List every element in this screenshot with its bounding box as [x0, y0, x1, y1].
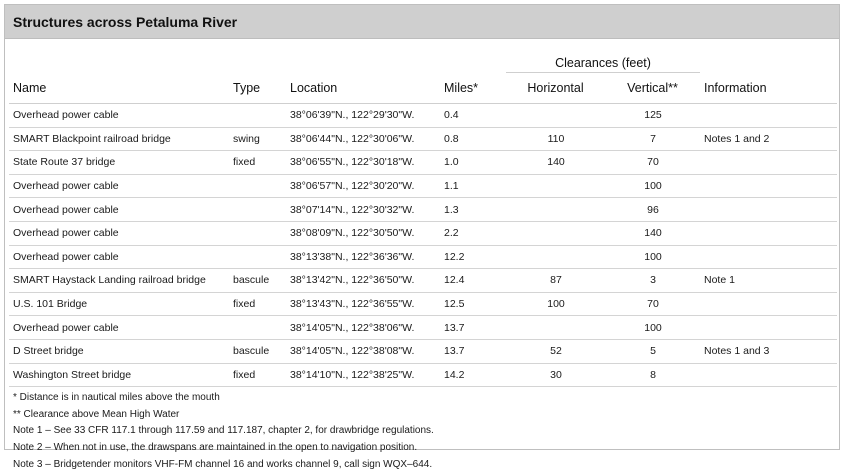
cell-vertical: 100	[606, 316, 700, 340]
cell-location: 38°14'05"N., 122°38'06"W.	[286, 316, 440, 340]
cell-miles: 1.0	[440, 151, 506, 175]
cell-horizontal	[506, 221, 606, 245]
footnote: Note 2 – When not in use, the drawspans are maintained in the open to navigation position.	[13, 440, 839, 457]
cell-vertical: 100	[606, 245, 700, 269]
cell-information: Note 1	[700, 269, 837, 293]
cell-vertical: 8	[606, 363, 700, 387]
cell-vertical: 7	[606, 127, 700, 151]
table-row	[9, 221, 837, 245]
cell-horizontal: 100	[506, 292, 606, 316]
cell-vertical: 125	[606, 104, 700, 128]
table-row	[9, 151, 837, 175]
cell-miles: 12.4	[440, 269, 506, 293]
cell-location: 38°06'57"N., 122°30'20"W.	[286, 174, 440, 198]
cell-information	[700, 316, 837, 340]
cell-miles: 13.7	[440, 339, 506, 363]
cell-miles: 0.4	[440, 104, 506, 128]
cell-location: 38°13'43"N., 122°36'55"W.	[286, 292, 440, 316]
cell-information: Notes 1 and 3	[700, 339, 837, 363]
cell-horizontal: 52	[506, 339, 606, 363]
cell-location: 38°07'14"N., 122°30'32"W.	[286, 198, 440, 222]
title-bar	[5, 5, 839, 39]
cell-miles: 0.8	[440, 127, 506, 151]
footnote: * Distance is in nautical miles above the mouth	[13, 390, 839, 407]
cell-information	[700, 292, 837, 316]
column-header-row	[9, 73, 837, 104]
cell-vertical: 140	[606, 221, 700, 245]
cell-type: fixed	[229, 363, 286, 387]
cell-name: U.S. 101 Bridge	[9, 292, 229, 316]
cell-location: 38°14'05"N., 122°38'08"W.	[286, 339, 440, 363]
col-header-miles: Miles*	[440, 73, 506, 104]
table-row	[9, 174, 837, 198]
cell-type: bascule	[229, 269, 286, 293]
cell-information	[700, 221, 837, 245]
cell-miles: 1.1	[440, 174, 506, 198]
cell-location: 38°06'39"N., 122°29'30"W.	[286, 104, 440, 128]
cell-miles: 13.7	[440, 316, 506, 340]
col-header-vertical: Vertical**	[606, 73, 700, 104]
cell-information: Notes 1 and 2	[700, 127, 837, 151]
cell-name: Overhead power cable	[9, 198, 229, 222]
cell-name: State Route 37 bridge	[9, 151, 229, 175]
clearances-group-header: Clearances (feet)	[506, 39, 700, 73]
cell-horizontal: 87	[506, 269, 606, 293]
cell-location: 38°13'42"N., 122°36'50"W.	[286, 269, 440, 293]
cell-vertical: 70	[606, 151, 700, 175]
table-row	[9, 363, 837, 387]
cell-location: 38°06'44"N., 122°30'06"W.	[286, 127, 440, 151]
table-row	[9, 339, 837, 363]
cell-vertical: 70	[606, 292, 700, 316]
cell-type: fixed	[229, 151, 286, 175]
page-title: Structures across Petaluma River	[13, 14, 237, 30]
col-header-location: Location	[286, 73, 440, 104]
group-header-spacer-right	[700, 39, 837, 73]
table-row	[9, 292, 837, 316]
cell-information	[700, 363, 837, 387]
cell-information	[700, 174, 837, 198]
footnote: Note 3 – Bridgetender monitors VHF-FM channel 16 and works channel 9, call sign WQX–644.	[13, 457, 839, 473]
cell-type	[229, 316, 286, 340]
cell-name: SMART Blackpoint railroad bridge	[9, 127, 229, 151]
col-header-horizontal: Horizontal	[506, 73, 606, 104]
cell-information	[700, 151, 837, 175]
cell-name: SMART Haystack Landing railroad bridge	[9, 269, 229, 293]
cell-miles: 14.2	[440, 363, 506, 387]
col-header-information: Information	[700, 73, 837, 104]
cell-type	[229, 221, 286, 245]
cell-horizontal	[506, 198, 606, 222]
footnote: Note 1 – See 33 CFR 117.1 through 117.59 and 117.187, chapter 2, for drawbridge regulations.	[13, 423, 839, 440]
cell-name: Overhead power cable	[9, 104, 229, 128]
cell-type	[229, 174, 286, 198]
cell-name: Washington Street bridge	[9, 363, 229, 387]
cell-name: Overhead power cable	[9, 316, 229, 340]
cell-horizontal	[506, 316, 606, 340]
cell-miles: 1.3	[440, 198, 506, 222]
cell-name: D Street bridge	[9, 339, 229, 363]
group-header-row	[9, 39, 837, 73]
footnote: ** Clearance above Mean High Water	[13, 407, 839, 424]
cell-location: 38°14'10"N., 122°38'25"W.	[286, 363, 440, 387]
cell-miles: 12.5	[440, 292, 506, 316]
cell-vertical: 100	[606, 174, 700, 198]
cell-information	[700, 104, 837, 128]
cell-location: 38°13'38"N., 122°36'36"W.	[286, 245, 440, 269]
cell-horizontal: 30	[506, 363, 606, 387]
cell-type: swing	[229, 127, 286, 151]
table-row	[9, 104, 837, 128]
cell-miles: 2.2	[440, 221, 506, 245]
cell-vertical: 96	[606, 198, 700, 222]
col-header-name: Name	[9, 73, 229, 104]
cell-location: 38°08'09"N., 122°30'50"W.	[286, 221, 440, 245]
structures-table	[9, 39, 837, 387]
cell-vertical: 5	[606, 339, 700, 363]
table-row	[9, 269, 837, 293]
footnotes	[13, 390, 839, 473]
cell-name: Overhead power cable	[9, 221, 229, 245]
cell-information	[700, 198, 837, 222]
cell-name: Overhead power cable	[9, 174, 229, 198]
table-row	[9, 127, 837, 151]
cell-horizontal	[506, 104, 606, 128]
cell-horizontal	[506, 245, 606, 269]
cell-type	[229, 198, 286, 222]
cell-location: 38°06'55"N., 122°30'18"W.	[286, 151, 440, 175]
cell-miles: 12.2	[440, 245, 506, 269]
structures-table-panel	[4, 4, 840, 450]
table-row	[9, 198, 837, 222]
group-header-spacer	[9, 39, 506, 73]
cell-vertical: 3	[606, 269, 700, 293]
table-row	[9, 245, 837, 269]
col-header-type: Type	[229, 73, 286, 104]
cell-horizontal: 110	[506, 127, 606, 151]
table-row	[9, 316, 837, 340]
cell-name: Overhead power cable	[9, 245, 229, 269]
cell-horizontal	[506, 174, 606, 198]
cell-type: bascule	[229, 339, 286, 363]
cell-type: fixed	[229, 292, 286, 316]
cell-information	[700, 245, 837, 269]
cell-horizontal: 140	[506, 151, 606, 175]
cell-type	[229, 104, 286, 128]
cell-type	[229, 245, 286, 269]
